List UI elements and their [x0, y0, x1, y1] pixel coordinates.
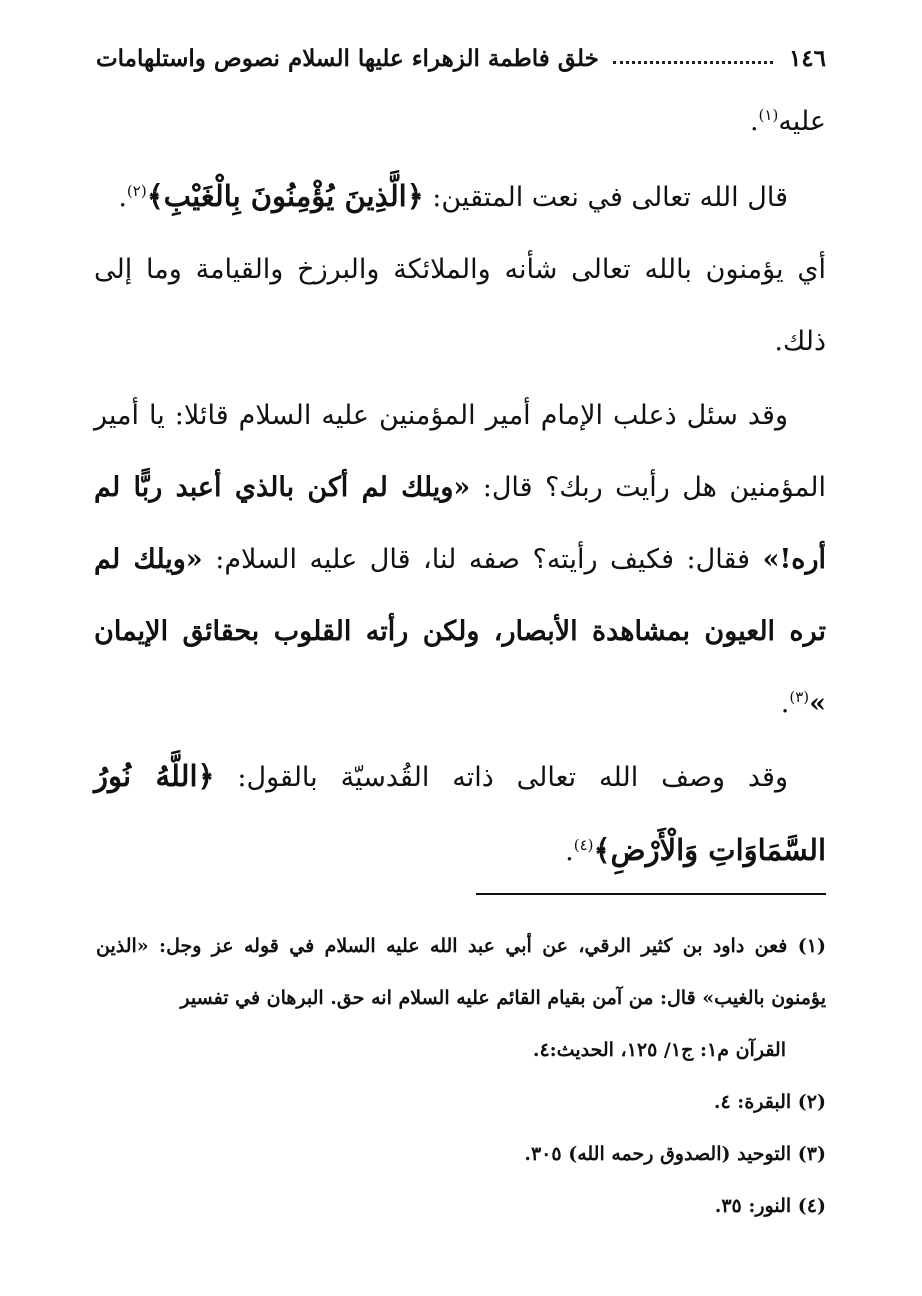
footnote-3: (٣) التوحيد (الصدوق رحمه الله) ٣٠٥. — [524, 1143, 826, 1165]
quran-verse-1: ﴿الَّذِينَ يُؤْمِنُونَ بِالْغَيْبِ﴾ — [146, 179, 424, 213]
paragraph-quran-verse: قال الله تعالى في نعت المتقين: ﴿الَّذِينَ يُؤْمِنُونَ بِالْغَيْبِ﴾$^{(٢)}$. — [118, 179, 788, 213]
footnote-4: (٤) النور: ٣٥. — [714, 1195, 826, 1217]
footnote-ref-2: (٢) — [126, 182, 147, 200]
quote-2: «ويلك لم تره العيون بمشاهدة الأبصار، ولكن رأته القلوب بحقائق الإيمان » — [94, 544, 826, 719]
footnote-2: (٢) البقرة: ٤. — [713, 1091, 826, 1113]
main-text — [94, 86, 826, 888]
running-header — [96, 40, 826, 76]
continued-text: عليه — [778, 106, 826, 137]
continued-line: عليه$^{(١)}$. — [749, 106, 826, 137]
footnote-separator — [476, 893, 826, 895]
footnote-ref-4: (٤) — [573, 836, 594, 854]
footnotes — [96, 920, 826, 1232]
para2-text: أي يؤمنون بالله تعالى شأنه والملائكة والبرزخ والقيامة وما إلى ذلك. — [94, 254, 826, 357]
footnote-1 — [96, 920, 826, 1024]
para3-mid: فقال: فكيف رأيته؟ صفه لنا، قال عليه السلام: — [202, 544, 763, 575]
paragraph-narration: وقد سئل ذعلب الإمام أمير المؤمنين عليه السلام قائلا: يا أمير المؤمنين هل رأيت ربك؟ قال: «ويلك لم أكن بالذي أعبد ربًّا لم أره!» فقال: فكيف رأيته؟ صفه لنا، قال عليه السلام: «ويلك لم تره العيون بمشاهدة الأبصار، ولكن رأته القلوب بحقائق الإيمان »$^{(٣)}$. — [94, 400, 826, 719]
footnote-ref-1: (١) — [758, 106, 779, 124]
paragraph-light-verse: وقد وصف الله تعالى ذاته القُدسيّة بالقول: ﴿اللَّهُ نُورُ السَّمَاوَاتِ وَالْأَرْضِ﴾$^{(٤)}$. — [94, 759, 826, 867]
quran-verse-2: ﴿اللَّهُ نُورُ السَّمَاوَاتِ وَالْأَرْضِ﴾ — [94, 759, 826, 867]
footnote-1-continued: القرآن م١: ج١/ ١٢٥، الحديث:٤. — [532, 1039, 786, 1061]
footnote-1-text: (١) فعن داود بن كثير الرقي، عن أبي عبد الله عليه السلام في قوله عز وجل: «الذين يؤمنون بالغيب» قال: من آمن بقيام القائم عليه السلام انه حق. البرهان في تفسير — [96, 935, 826, 1009]
para3-intro: وقد سئل ذعلب الإمام أمير المؤمنين عليه السلام قائلا: يا أمير المؤمنين هل رأيت ربك؟ قال: — [94, 400, 826, 503]
para1-intro: قال الله تعالى في نعت المتقين: — [423, 182, 788, 213]
footnote-ref-3: (٣) — [789, 688, 810, 706]
page-number: ١٤٦ — [788, 44, 826, 72]
quote-1: «ويلك لم أكن بالذي أعبد ربًّا لم أره!» — [94, 472, 826, 575]
running-title: خلق فاطمة الزهراء عليها السلام نصوص واستلهامات — [96, 44, 599, 72]
para4-intro: وقد وصف الله تعالى ذاته القُدسيّة بالقول: — [214, 762, 789, 793]
dotted-leader — [613, 61, 773, 64]
paragraph-explanation — [94, 234, 826, 378]
